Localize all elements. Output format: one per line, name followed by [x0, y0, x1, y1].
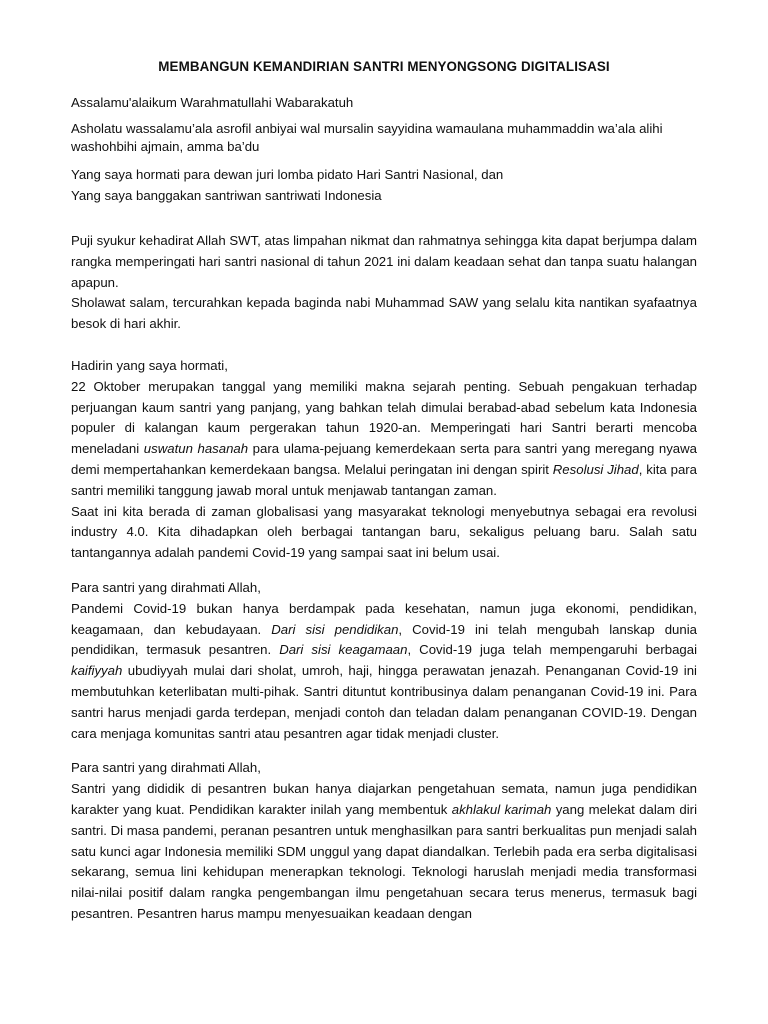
section-1-paragraph-2: Saat ini kita berada di zaman globalisasi yang masyarakat teknologi menyebutnya sebagai era revolusi industry 4.0. Kita dihadapkan oleh berbagai tantangan baru, sekaligus peluang baru. Salah satu tantangannya adalah pandemi Covid-19 yang sampai saat ini belum usai. — [71, 503, 697, 561]
text-run: para ulama-pejuang kemerdekaan serta para santri yang meregang nyawa demi mempertahankan kemerdekaan bangsa. Melalui peringatan ini dengan spirit — [71, 441, 697, 477]
italic-term: Dari sisi keagamaan — [279, 642, 408, 658]
respect-line-1: Yang saya hormati para dewan juri lomba pidato Hari Santri Nasional, dan — [71, 167, 504, 182]
section-3-paragraph — [71, 779, 697, 925]
italic-term: uswatun hasanah — [143, 441, 249, 457]
section-2-paragraph — [71, 599, 697, 745]
text-run: , Covid-19 ini telah mengubah lanskap dunia pendidikan, termasuk pesantren. — [71, 621, 697, 658]
text-run: Pandemi Covid-19 bukan hanya berdampak pada kesehatan, namun juga ekonomi, pendidikan, keagamaan, dan kebudayaan. — [71, 600, 697, 637]
section-3-greeting: Para santri yang dirahmati Allah, — [71, 760, 261, 776]
respect-line-2: Yang saya banggakan santriwan santriwati Indonesia — [71, 188, 382, 203]
paragraph-praise: Puji syukur kehadirat Allah SWT, atas limpahan nikmat dan rahmatnya sehingga kita dapat berjumpa dalam rangka memperingati hari santri nasional di tahun 2021 ini dalam keadaan sehat dan tanpa suatu halangan apapun. — [71, 233, 698, 290]
italic-term: akhlakul karimah — [451, 801, 552, 817]
paragraph-sholawat: Sholawat salam, tercurahkan kepada baginda nabi Muhammad SAW yang selalu kita nantikan syafaatnya besok di hari akhir. — [71, 295, 697, 332]
text-run: 22 Oktober merupakan tanggal yang memiliki makna sejarah penting. Sebuah pengakuan terhadap perjuangan kaum santri yang panjang, yang bahkan telah dimulai berabad-abad sebelum kata Indonesia populer di kalangan kaum pergerakan tahun 1920-an. Memperingati hari Santri berarti mencoba meneladani — [71, 378, 697, 457]
section-1-paragraph-1 — [71, 377, 697, 502]
document-page — [71, 58, 697, 925]
text-run: , Covid-19 juga telah mempengaruhi berbagai — [407, 642, 697, 658]
greeting: Assalamu'alaikum Warahmatullahi Wabarakatuh — [71, 95, 354, 110]
document-title: MEMBANGUN KEMANDIRIAN SANTRI MENYONGSONG DIGITALISASI — [158, 59, 610, 74]
italic-term: kaifiyyah — [71, 663, 123, 679]
text-run: yang melekat dalam diri santri. Di masa pandemi, peranan pesantren untuk menghasilkan para santri berkualitas pun menjadi salah satu kunci agar Indonesia memiliki SDM unggul yang dapat diandalkan. Terlebih pada era serba digitalisasi sekarang, semua lini kehidupan menerapkan teknologi. Teknologi haruslah menjadi media transformasi nilai-nilai positif dalam rangka pengembangan ilmu pengetahuan secara terus menerus, termasuk bagi pesantren. Pesantren harus mampu menyesuaikan keadaan dengan — [71, 801, 698, 921]
italic-term: Resolusi Jihad — [552, 461, 639, 477]
sholawat-opening: Asholatu wassalamu’ala asrofil anbiyai wal mursalin sayyidina wamaulana muhammaddin wa’ala alihi washohbihi ajmain, amma ba’du — [71, 121, 663, 154]
text-run: , kita para santri memiliki tanggung jawab moral untuk menjawab tantangan zaman. — [71, 461, 697, 498]
italic-term: Dari sisi pendidikan — [271, 621, 399, 637]
section-2-greeting: Para santri yang dirahmati Allah, — [71, 579, 261, 595]
text-run: ubudiyyah mulai dari sholat, umroh, haji, hingga perawatan jenazah. Penanganan Covid-19 ini membutuhkan keterlibatan multi-pihak. Santri dituntut kontribusinya dalam penanganan Covid-19 ini. Para santri harus menjadi garda terdepan, menjadi contoh dan teladan dalam penanganan COVID-19. Dengan cara menjaga komunitas santri atau pesantren agar tidak menjadi cluster. — [71, 663, 697, 741]
text-run: Santri yang dididik di pesantren bukan hanya diajarkan pengetahuan semata, namun juga pendidikan karakter yang kuat. Pendidikan karakter inilah yang membentuk — [71, 781, 697, 817]
section-1-greeting: Hadirin yang saya hormati, — [71, 357, 228, 373]
